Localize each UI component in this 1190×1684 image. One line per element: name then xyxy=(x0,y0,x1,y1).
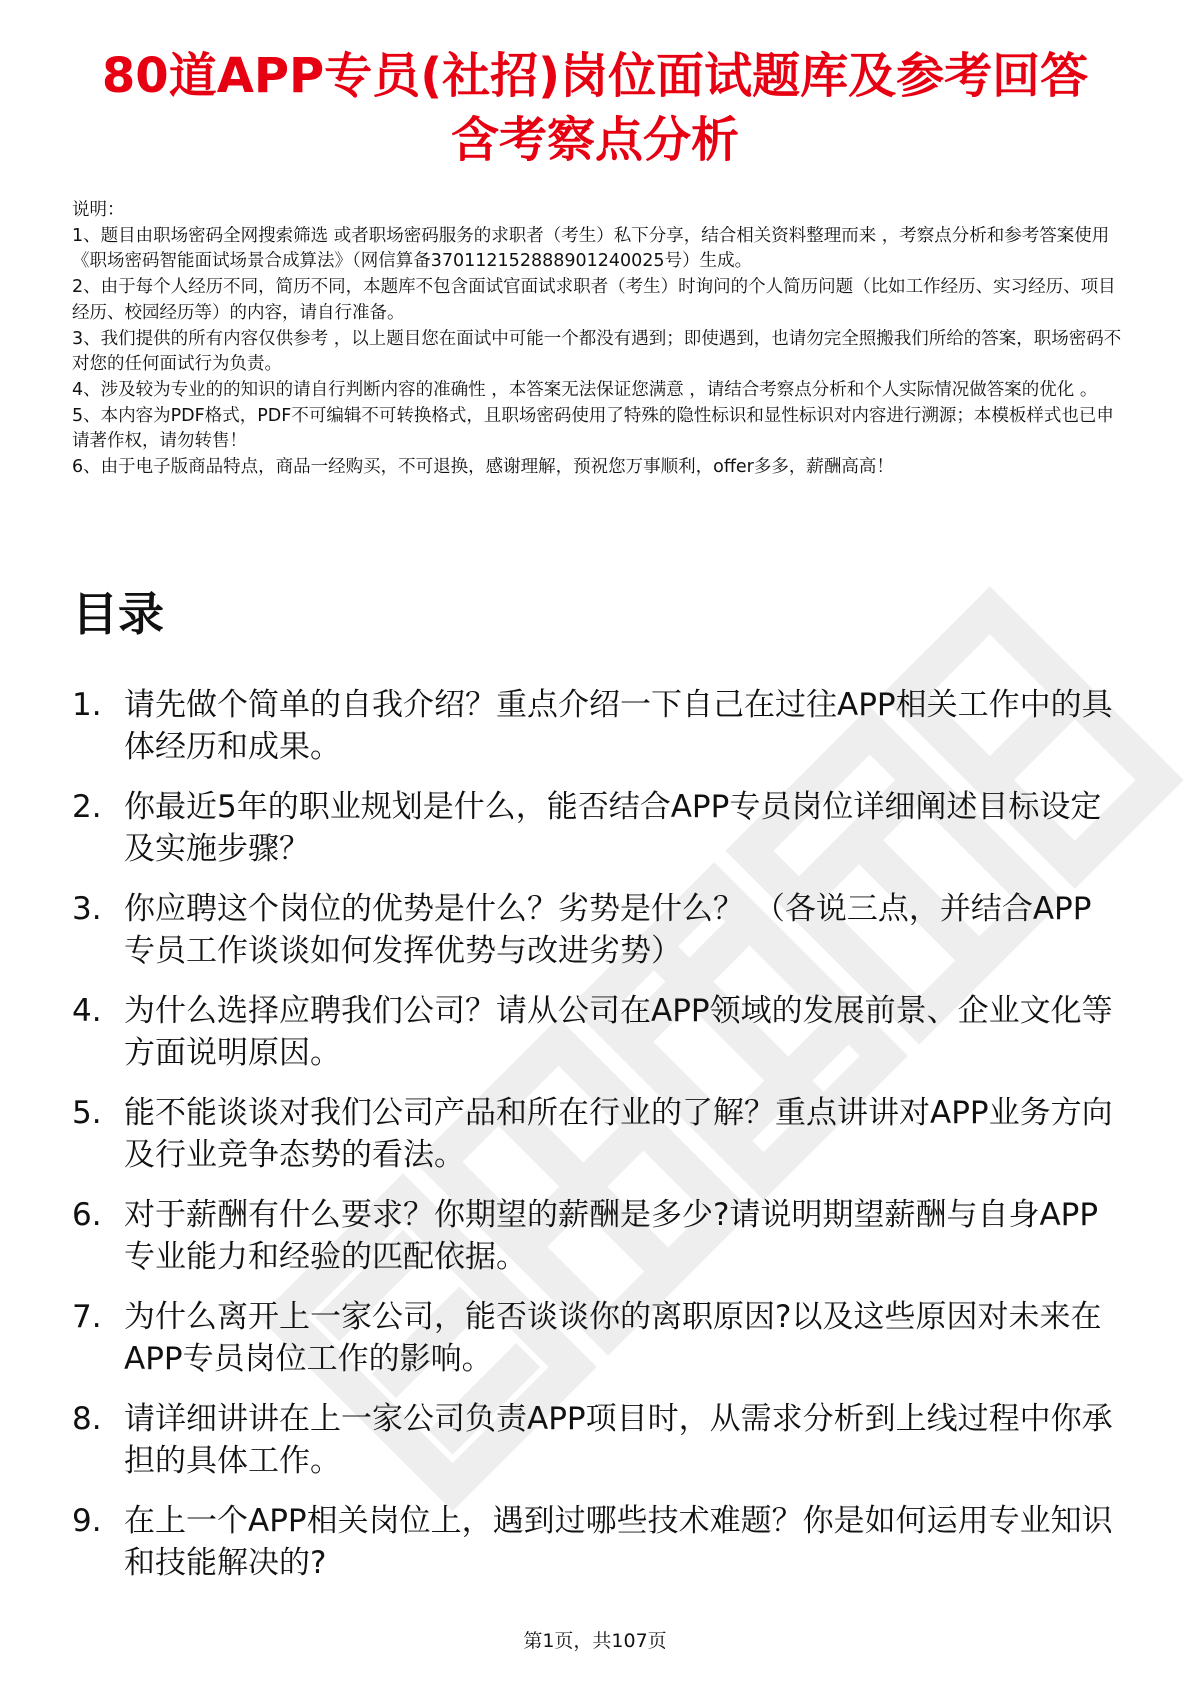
question-item xyxy=(72,786,1122,870)
question-number: 8. xyxy=(72,1401,102,1437)
question-number: 6. xyxy=(72,1197,102,1233)
question-item xyxy=(72,1500,1122,1584)
question-text: 对于薪酬有什么要求？你期望的薪酬是多少?请说明期望薪酬与自身APP专业能力和经验的匹配依据。 xyxy=(124,1197,1099,1275)
question-text: 为什么选择应聘我们公司？请从公司在APP领域的发展前景、企业文化等方面说明原因。 xyxy=(124,993,1113,1071)
question-number: 7. xyxy=(72,1299,102,1335)
question-item xyxy=(72,684,1122,768)
question-item xyxy=(72,888,1122,972)
note-item: 6、由于电子版商品特点，商品一经购买，不可退换，感谢理解，预祝您万事顺利，offer多多，薪酬高高！ xyxy=(72,457,894,478)
question-number: 3. xyxy=(72,891,102,927)
toc-heading: 目录 xyxy=(72,587,164,641)
notes-heading: 说明： xyxy=(72,200,125,220)
note-item: 4、涉及较为专业的的知识的请自行判断内容的准确性 ，本答案无法保证您满意 ，请结合考察点分析和个人实际情况做答案的优化 。 xyxy=(72,379,1098,400)
note-item: 3、我们提供的所有内容仅供参考 ，以上题目您在面试中可能一个都没有遇到；即使遇到，也请勿完全照搬我们所给的答案，职场密码不对您的任何面试行为负责。 xyxy=(72,328,1122,375)
disclaimer-notes xyxy=(72,198,1122,481)
note-item: 1、题目由职场密码全网搜索筛选 或者职场密码服务的求职者（考生）私下分享，结合相关资料整理而来 ，考察点分析和参考答案使用《职场密码智能面试场景合成算法》（网信算备370112152888901240025号）生成。 xyxy=(72,225,1110,272)
question-item xyxy=(72,1398,1122,1482)
page-footer: 第1页，共107页 xyxy=(523,1630,667,1652)
note-item: 5、本内容为PDF格式，PDF不可编辑不可转换格式，且职场密码使用了特殊的隐性标识和显性标识对内容进行溯源；本模板样式也已申请著作权，请勿转售！ xyxy=(72,405,1114,452)
question-text: 能不能谈谈对我们公司产品和所在行业的了解？重点讲讲对APP业务方向及行业竞争态势的看法。 xyxy=(124,1095,1113,1173)
question-item xyxy=(72,1092,1122,1176)
question-text: 你应聘这个岗位的优势是什么？劣势是什么？ （各说三点，并结合APP专员工作谈谈如何发挥优势与改进劣势） xyxy=(124,891,1092,969)
question-number: 9. xyxy=(72,1503,102,1539)
question-text: 请详细讲讲在上一家公司负责APP项目时，从需求分析到上线过程中你承担的具体工作。 xyxy=(124,1401,1113,1479)
document-title-line-2: 含考察点分析 xyxy=(450,112,739,168)
question-number: 4. xyxy=(72,993,102,1029)
question-number: 2. xyxy=(72,789,102,825)
question-text: 你最近5年的职业规划是什么，能否结合APP专员岗位详细阐述目标设定及实施步骤？ xyxy=(124,789,1102,867)
note-item: 2、由于每个人经历不同，简历不同，本题库不包含面试官面试求职者（考生）时询问的个人简历问题（比如工作经历、实习经历、项目经历、校园经历等）的内容，请自行准备。 xyxy=(72,277,1116,323)
question-text: 在上一个APP相关岗位上，遇到过哪些技术难题？你是如何运用专业知识和技能解决的? xyxy=(124,1503,1113,1581)
question-item xyxy=(72,1194,1122,1278)
question-item xyxy=(72,990,1122,1074)
document-title-line-1: 80道APP专员(社招)岗位面试题库及参考回答 xyxy=(101,48,1089,104)
question-number: 5. xyxy=(72,1095,102,1131)
question-list xyxy=(72,684,1122,1602)
question-text: 请先做个简单的自我介绍？重点介绍一下自己在过往APP相关工作中的具体经历和成果。 xyxy=(124,687,1113,765)
question-item xyxy=(72,1296,1122,1380)
question-number: 1. xyxy=(72,687,102,723)
question-text: 为什么离开上一家公司，能否谈谈你的离职原因?以及这些原因对未来在APP专员岗位工作的影响。 xyxy=(124,1299,1102,1377)
